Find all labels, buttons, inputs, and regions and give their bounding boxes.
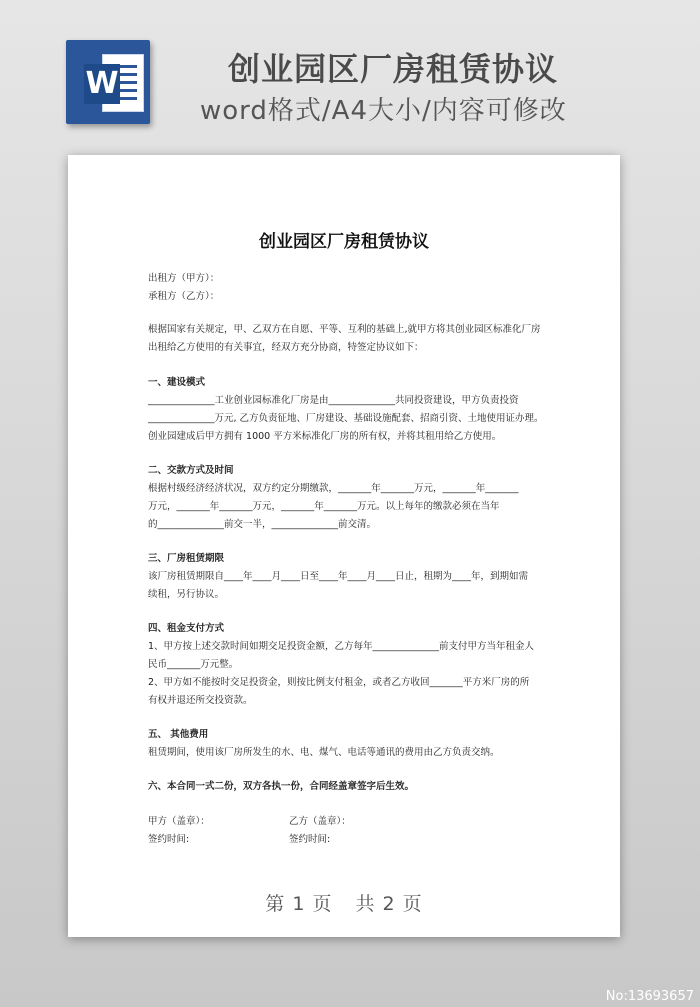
header-subtitle: word格式/A4大小/内容可修改 [200,96,567,126]
section-heading: 五、 其他费用 [148,729,209,740]
section-heading: 二、交款方式及时间 [148,465,234,476]
closing-clause: 六、本合同一式二份，双方各执一份，合同经盖章签字后生效。 [148,781,415,792]
intro-line: 根据国家有关规定，甲、乙双方在自愿、平等、互利的基础上,就甲方将其创业园区标准化厂房 [148,324,541,335]
header-title: 创业园区厂房租赁协议 [228,50,559,88]
section-line: ______________工业创业园标准化厂房是由______________共同投资建设，甲方负责投资 [148,395,519,406]
document-page [68,155,620,937]
intro-line: 出租给乙方使用的有关事宜，经双方充分协商，特签定协议如下： [148,342,424,353]
word-document-icon [66,40,150,124]
section-line: 有权并退还所交投资款。 [148,695,253,706]
section-line: 该厂房租赁期限自____年____月____日至____年____月____日止，租期为____年，到期如需 [148,571,529,582]
party-lessee: 承租方（乙方）： [148,291,220,302]
word-letter: W [84,64,120,104]
section-line: 的______________前交一半，______________前交清。 [148,519,377,530]
party-b-seal: 乙方（盖章）： [289,816,351,827]
party-a-seal: 甲方（盖章）： [148,816,210,827]
section-line: 2、甲方如不能按时交足投资金，则按比例支付租金，或者乙方收回_______平方米厂房的所 [148,677,530,688]
page-current: 第 1 页 [265,893,333,915]
section-line: 万元，_______年_______万元，_______年_______万元。以上每年的缴款必须在当年 [148,501,500,512]
section-line: 续租，另行协议。 [148,589,225,600]
section-line: ______________万元, 乙方负责征地、厂房建设、基础设施配套、招商引资、土地使用证办理。 [148,413,544,424]
section-heading: 一、建设模式 [148,377,206,388]
page-indicator [68,889,620,916]
section-heading: 四、租金支付方式 [148,623,225,634]
section-line: 1、甲方按上述交款时间如期交足投资金额，乙方每年______________前支付甲方当年租金人 [148,641,535,652]
section-line: 租赁期间，使用该厂房所发生的水、电、煤气、电话等通讯的费用由乙方负责交纳。 [148,747,500,758]
document-title: 创业园区厂房租赁协议 [259,232,429,252]
section-line: 创业园建成后甲方拥有 1000 平方米标准化厂房的所有权，并将其租用给乙方使用。 [148,431,502,442]
party-a-date: 签约时间: [148,834,190,845]
image-id-label: No:13693657 [605,989,694,1004]
section-line: 民币_______万元整。 [148,659,239,670]
page-total: 共 2 页 [355,893,423,915]
section-line: 根据村级经济经济状况，双方约定分期缴款，_______年_______万元，_______年_______ [148,483,519,494]
party-b-date: 签约时间: [289,834,331,845]
party-lessor: 出租方（甲方）： [148,273,220,284]
section-heading: 三、厂房租赁期限 [148,553,225,564]
